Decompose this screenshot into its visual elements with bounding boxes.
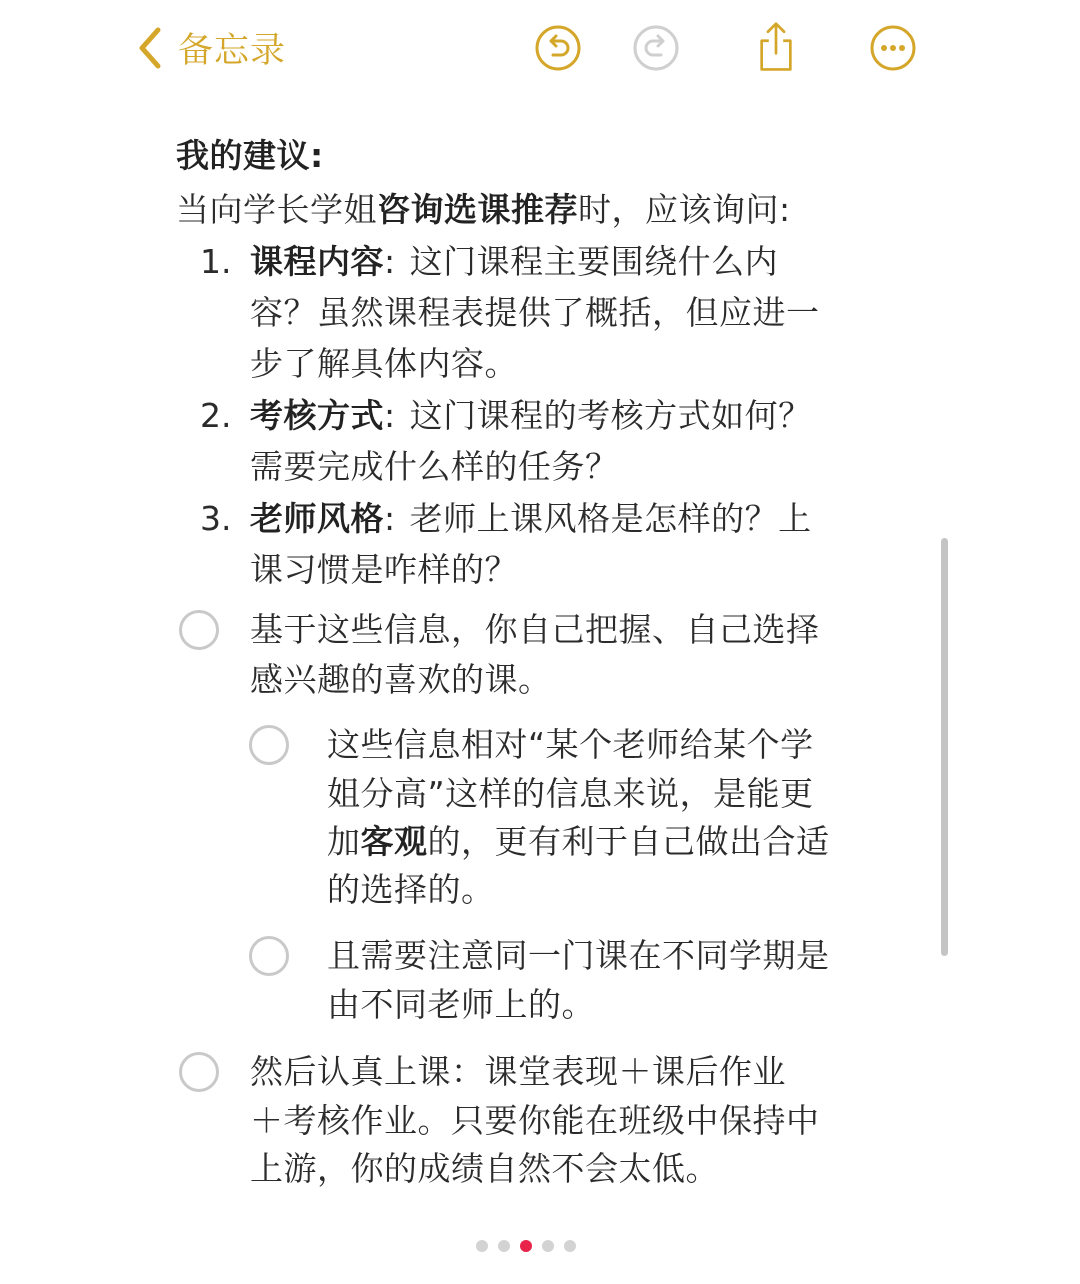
list-item-title: 考核方式	[250, 396, 384, 435]
back-label: 备忘录	[178, 31, 287, 71]
checklist-text: 感兴趣的喜欢的课。	[250, 660, 552, 699]
checklist-text-post: 的，更有利于自己做出合适	[427, 822, 830, 861]
checklist-text: ＋考核作业。只要你能在班级中保持中	[250, 1101, 820, 1140]
page-indicator	[476, 1240, 576, 1252]
list-number: 3.	[200, 499, 232, 538]
intro-line	[176, 190, 791, 230]
intro-pre: 当向学长学姐	[176, 190, 377, 229]
checklist-circle[interactable]	[249, 725, 289, 765]
checklist-text: 这些信息相对“某个老师给某个学	[327, 725, 814, 764]
note-heading: 我的建议:	[176, 136, 324, 175]
list-item-text: 课习惯是咋样的？	[250, 550, 518, 589]
list-item-title: 老师风格	[250, 499, 384, 538]
list-item-separator: :	[384, 396, 396, 435]
checklist-text-pre: 加	[327, 822, 361, 861]
list-item-text: 这门课程的考核方式如何？	[409, 396, 812, 435]
checklist-circle[interactable]	[249, 936, 289, 976]
intro-bold: 咨询选课推荐	[377, 190, 578, 229]
list-item	[250, 499, 812, 539]
intro-post: 时，应该询问:	[578, 190, 791, 229]
checklist-text: 然后认真上课：课堂表现＋课后作业	[250, 1052, 786, 1091]
list-item-separator: :	[384, 242, 396, 281]
checklist-circle[interactable]	[179, 610, 219, 650]
checklist-text: 姐分高”这样的信息来说，是能更	[327, 774, 814, 813]
page-dot[interactable]	[476, 1240, 488, 1252]
list-item	[250, 242, 778, 282]
page-dot-active[interactable]	[520, 1240, 532, 1252]
checklist-text: 且需要注意同一门课在不同学期是	[327, 936, 830, 975]
list-item-text: 这门课程主要围绕什么内	[409, 242, 779, 281]
list-item-text: 步了解具体内容。	[250, 344, 518, 383]
page-dot[interactable]	[564, 1240, 576, 1252]
list-item-text: 容？虽然课程表提供了概括，但应进一	[250, 293, 820, 332]
page-dot[interactable]	[542, 1240, 554, 1252]
checklist-text: 基于这些信息，你自己把握、自己选择	[250, 610, 820, 649]
checklist-text: 由不同老师上的。	[327, 985, 595, 1024]
checklist-circle[interactable]	[179, 1052, 219, 1092]
checklist-text-bold: 客观	[360, 822, 428, 861]
list-item-title: 课程内容	[250, 242, 384, 281]
list-number: 1.	[200, 242, 232, 281]
list-item-text: 老师上课风格是怎样的？上	[409, 499, 812, 538]
scrollbar[interactable]	[941, 538, 948, 956]
list-item-separator: :	[384, 499, 396, 538]
checklist-text: 上游，你的成绩自然不会太低。	[250, 1149, 719, 1188]
list-item	[250, 396, 812, 436]
checklist-text	[327, 822, 830, 862]
list-number: 2.	[200, 396, 232, 435]
list-item-text: 需要完成什么样的任务？	[250, 447, 619, 486]
page-dot[interactable]	[498, 1240, 510, 1252]
checklist-text: 的选择的。	[327, 870, 495, 909]
